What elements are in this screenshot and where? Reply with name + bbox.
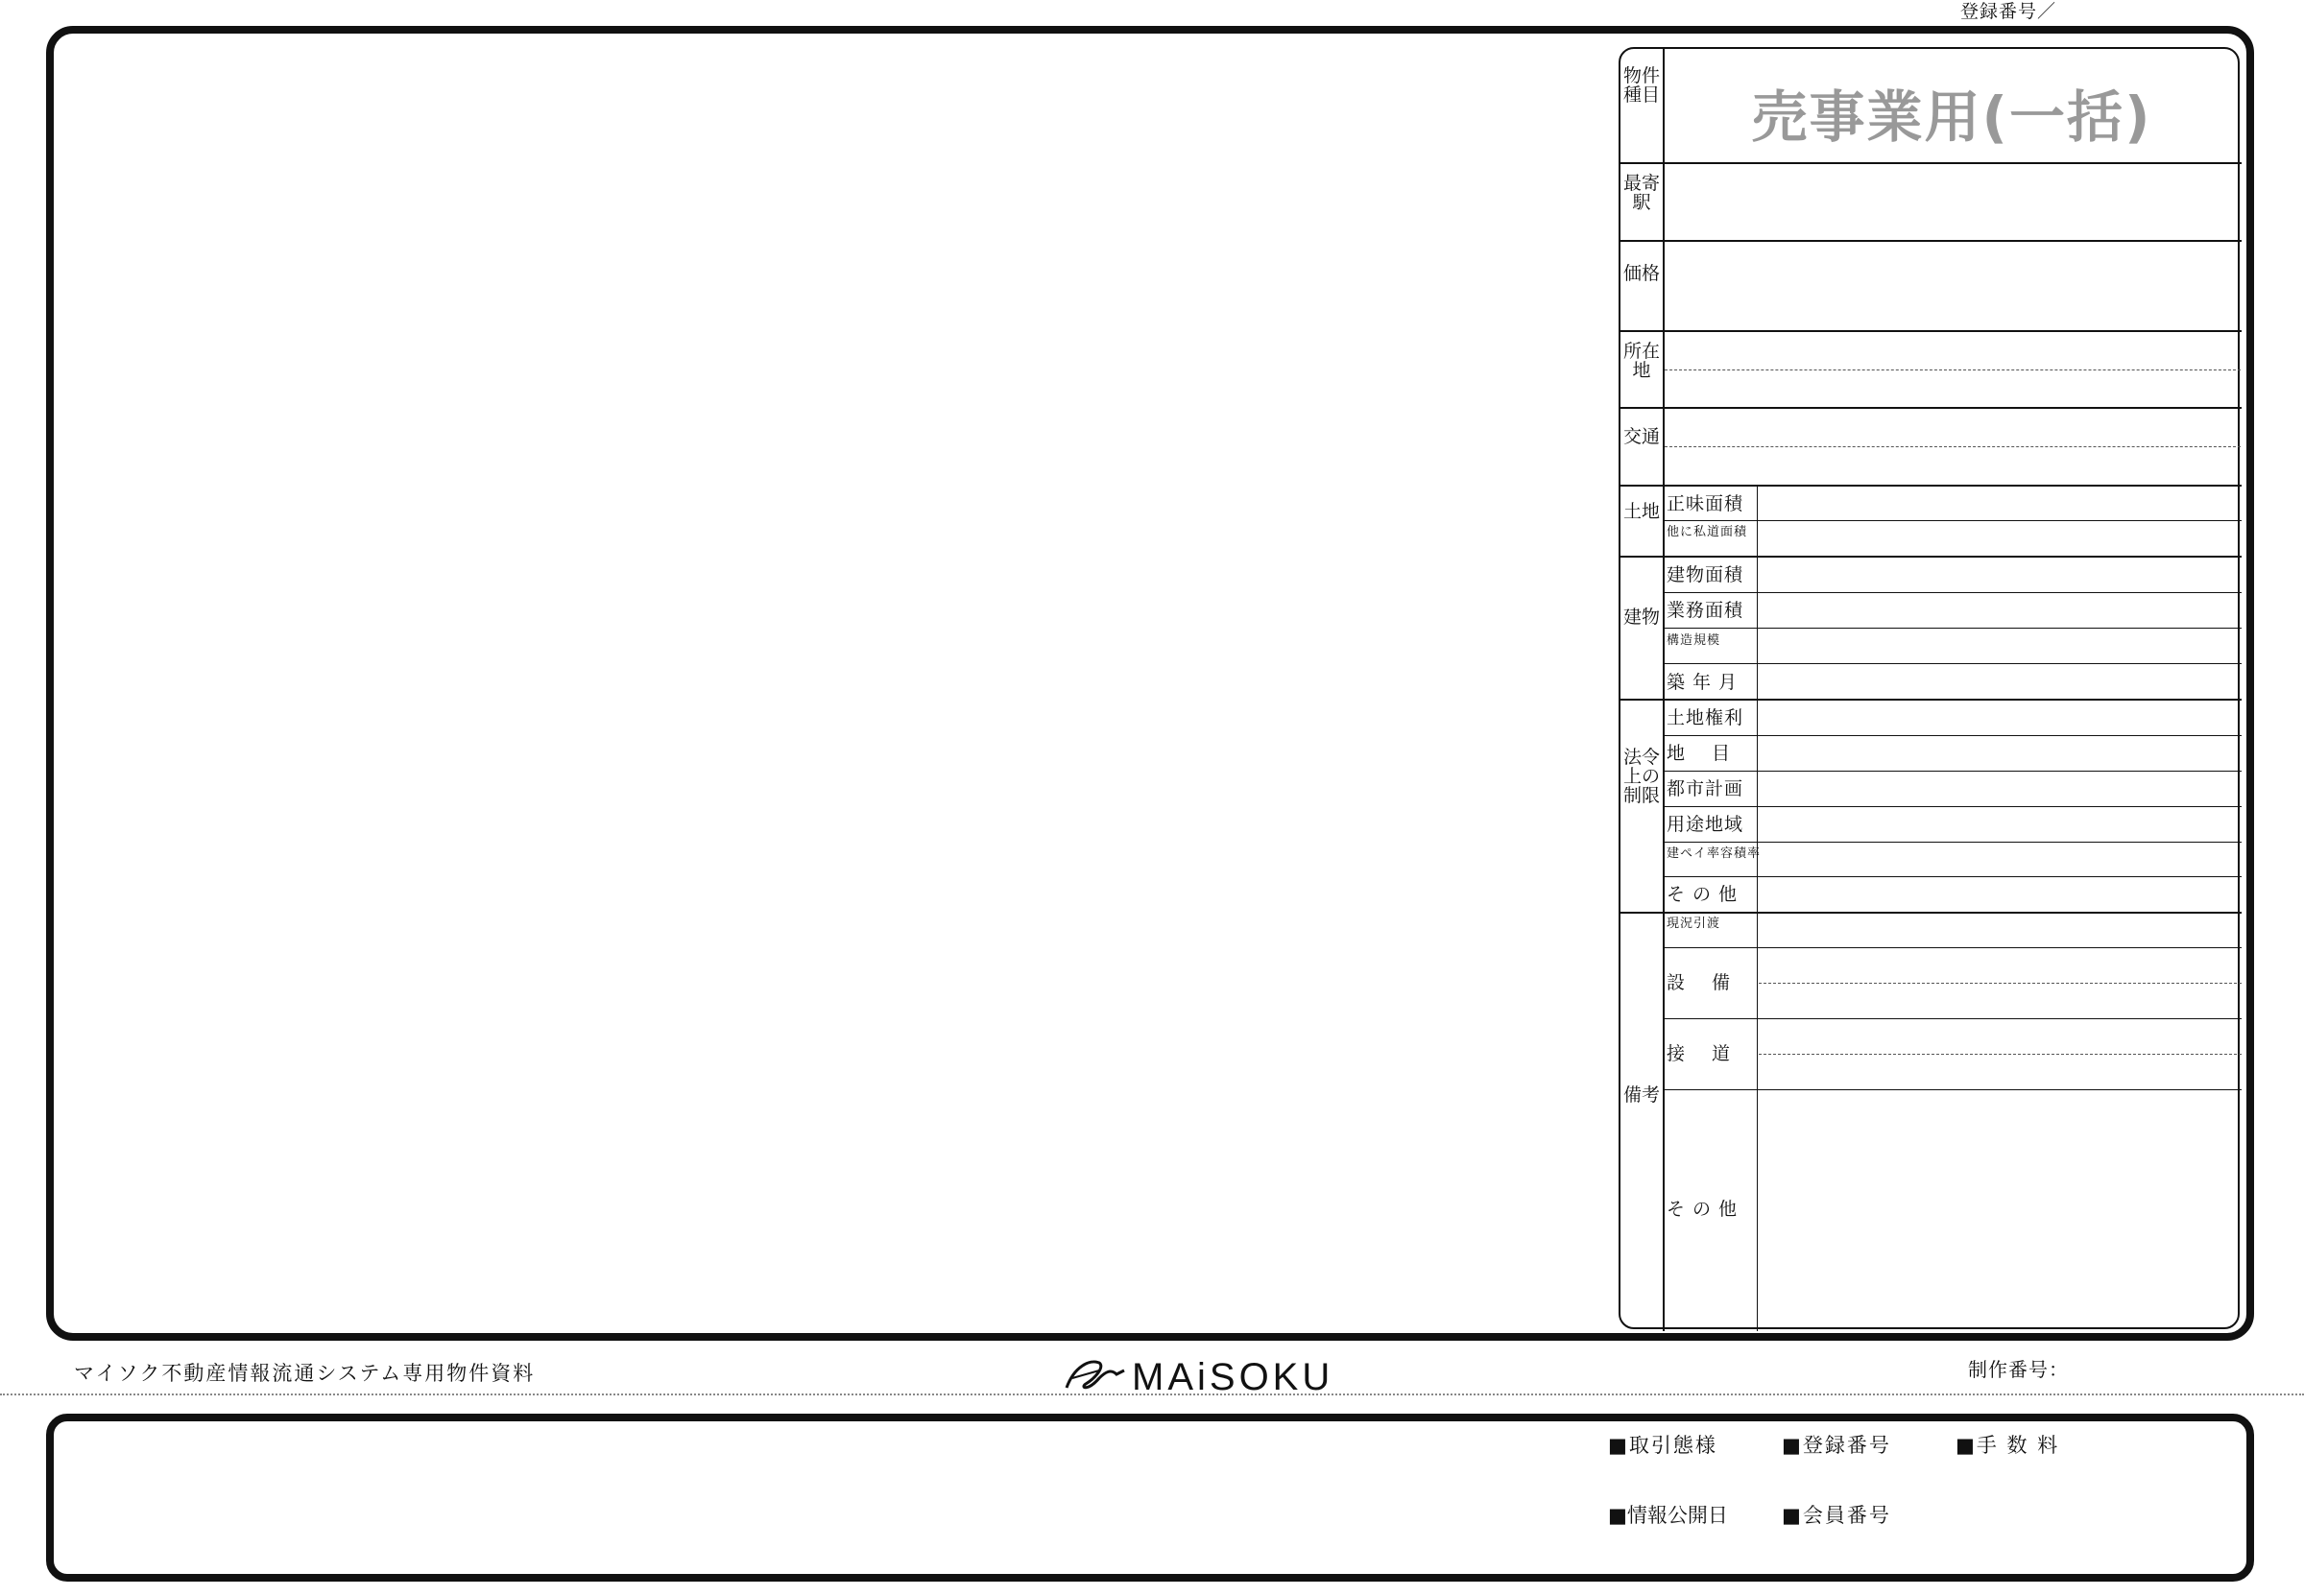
land-rights-label: 土地権利	[1667, 707, 1744, 728]
business-area-label: 業務面積	[1667, 600, 1744, 621]
broker-registration-label: ■登録番号	[1782, 1434, 1891, 1457]
fee-label: ■手 数 料	[1956, 1434, 2060, 1457]
label-building: 建物	[1622, 607, 1660, 628]
facilities-label: 設備	[1667, 972, 1758, 993]
registration-number-label: 登録番号／	[1960, 1, 2057, 22]
label-nearest-station: 最寄駅	[1622, 173, 1660, 213]
use-zone-label: 用途地域	[1667, 814, 1744, 835]
transaction-type-label: ■取引態様	[1608, 1434, 1717, 1457]
member-number-label: ■会員番号	[1782, 1504, 1891, 1527]
maisoku-logo-mark	[1061, 1349, 1334, 1398]
broker-info-panel	[46, 1414, 2254, 1582]
land-net-area-label: 正味面積	[1667, 493, 1744, 514]
road-access-label: 接道	[1667, 1043, 1758, 1064]
svg-text:MAiSOKU: MAiSOKU	[1132, 1356, 1334, 1398]
building-area-label: 建物面積	[1667, 564, 1744, 585]
structure-scale-label: 構造規模	[1667, 633, 1721, 648]
system-description: マイソク不動産情報流通システム専用物件資料	[74, 1362, 536, 1385]
land-private-road-label: 他に私道面積	[1667, 525, 1748, 539]
label-transportation: 交通	[1622, 426, 1660, 447]
label-land: 土地	[1622, 501, 1660, 522]
current-handover-label: 現況引渡	[1667, 917, 1721, 931]
legal-other-label: その他	[1667, 884, 1745, 905]
label-property-type: 物件種目	[1622, 65, 1660, 106]
built-date-label: 築年月	[1667, 672, 1745, 693]
label-price: 価格	[1622, 263, 1660, 284]
label-remarks: 備考	[1622, 1084, 1660, 1106]
production-number-label: 制作番号：	[1968, 1358, 2069, 1381]
property-type-value: 売事業用(一括)	[1751, 84, 2152, 150]
coverage-ratio-label: 建ペイ率容積率	[1667, 846, 1762, 861]
remarks-other-label: その他	[1667, 1199, 1745, 1220]
label-legal-restrictions: 法令上の制限	[1622, 747, 1660, 806]
property-details-sheet	[1619, 47, 2240, 1329]
publish-date-label: ■情報公開日	[1608, 1504, 1728, 1527]
cut-line	[0, 1394, 2304, 1395]
land-category-label: 地目	[1667, 743, 1758, 764]
city-planning-label: 都市計画	[1667, 778, 1744, 799]
label-location: 所在地	[1622, 341, 1660, 381]
